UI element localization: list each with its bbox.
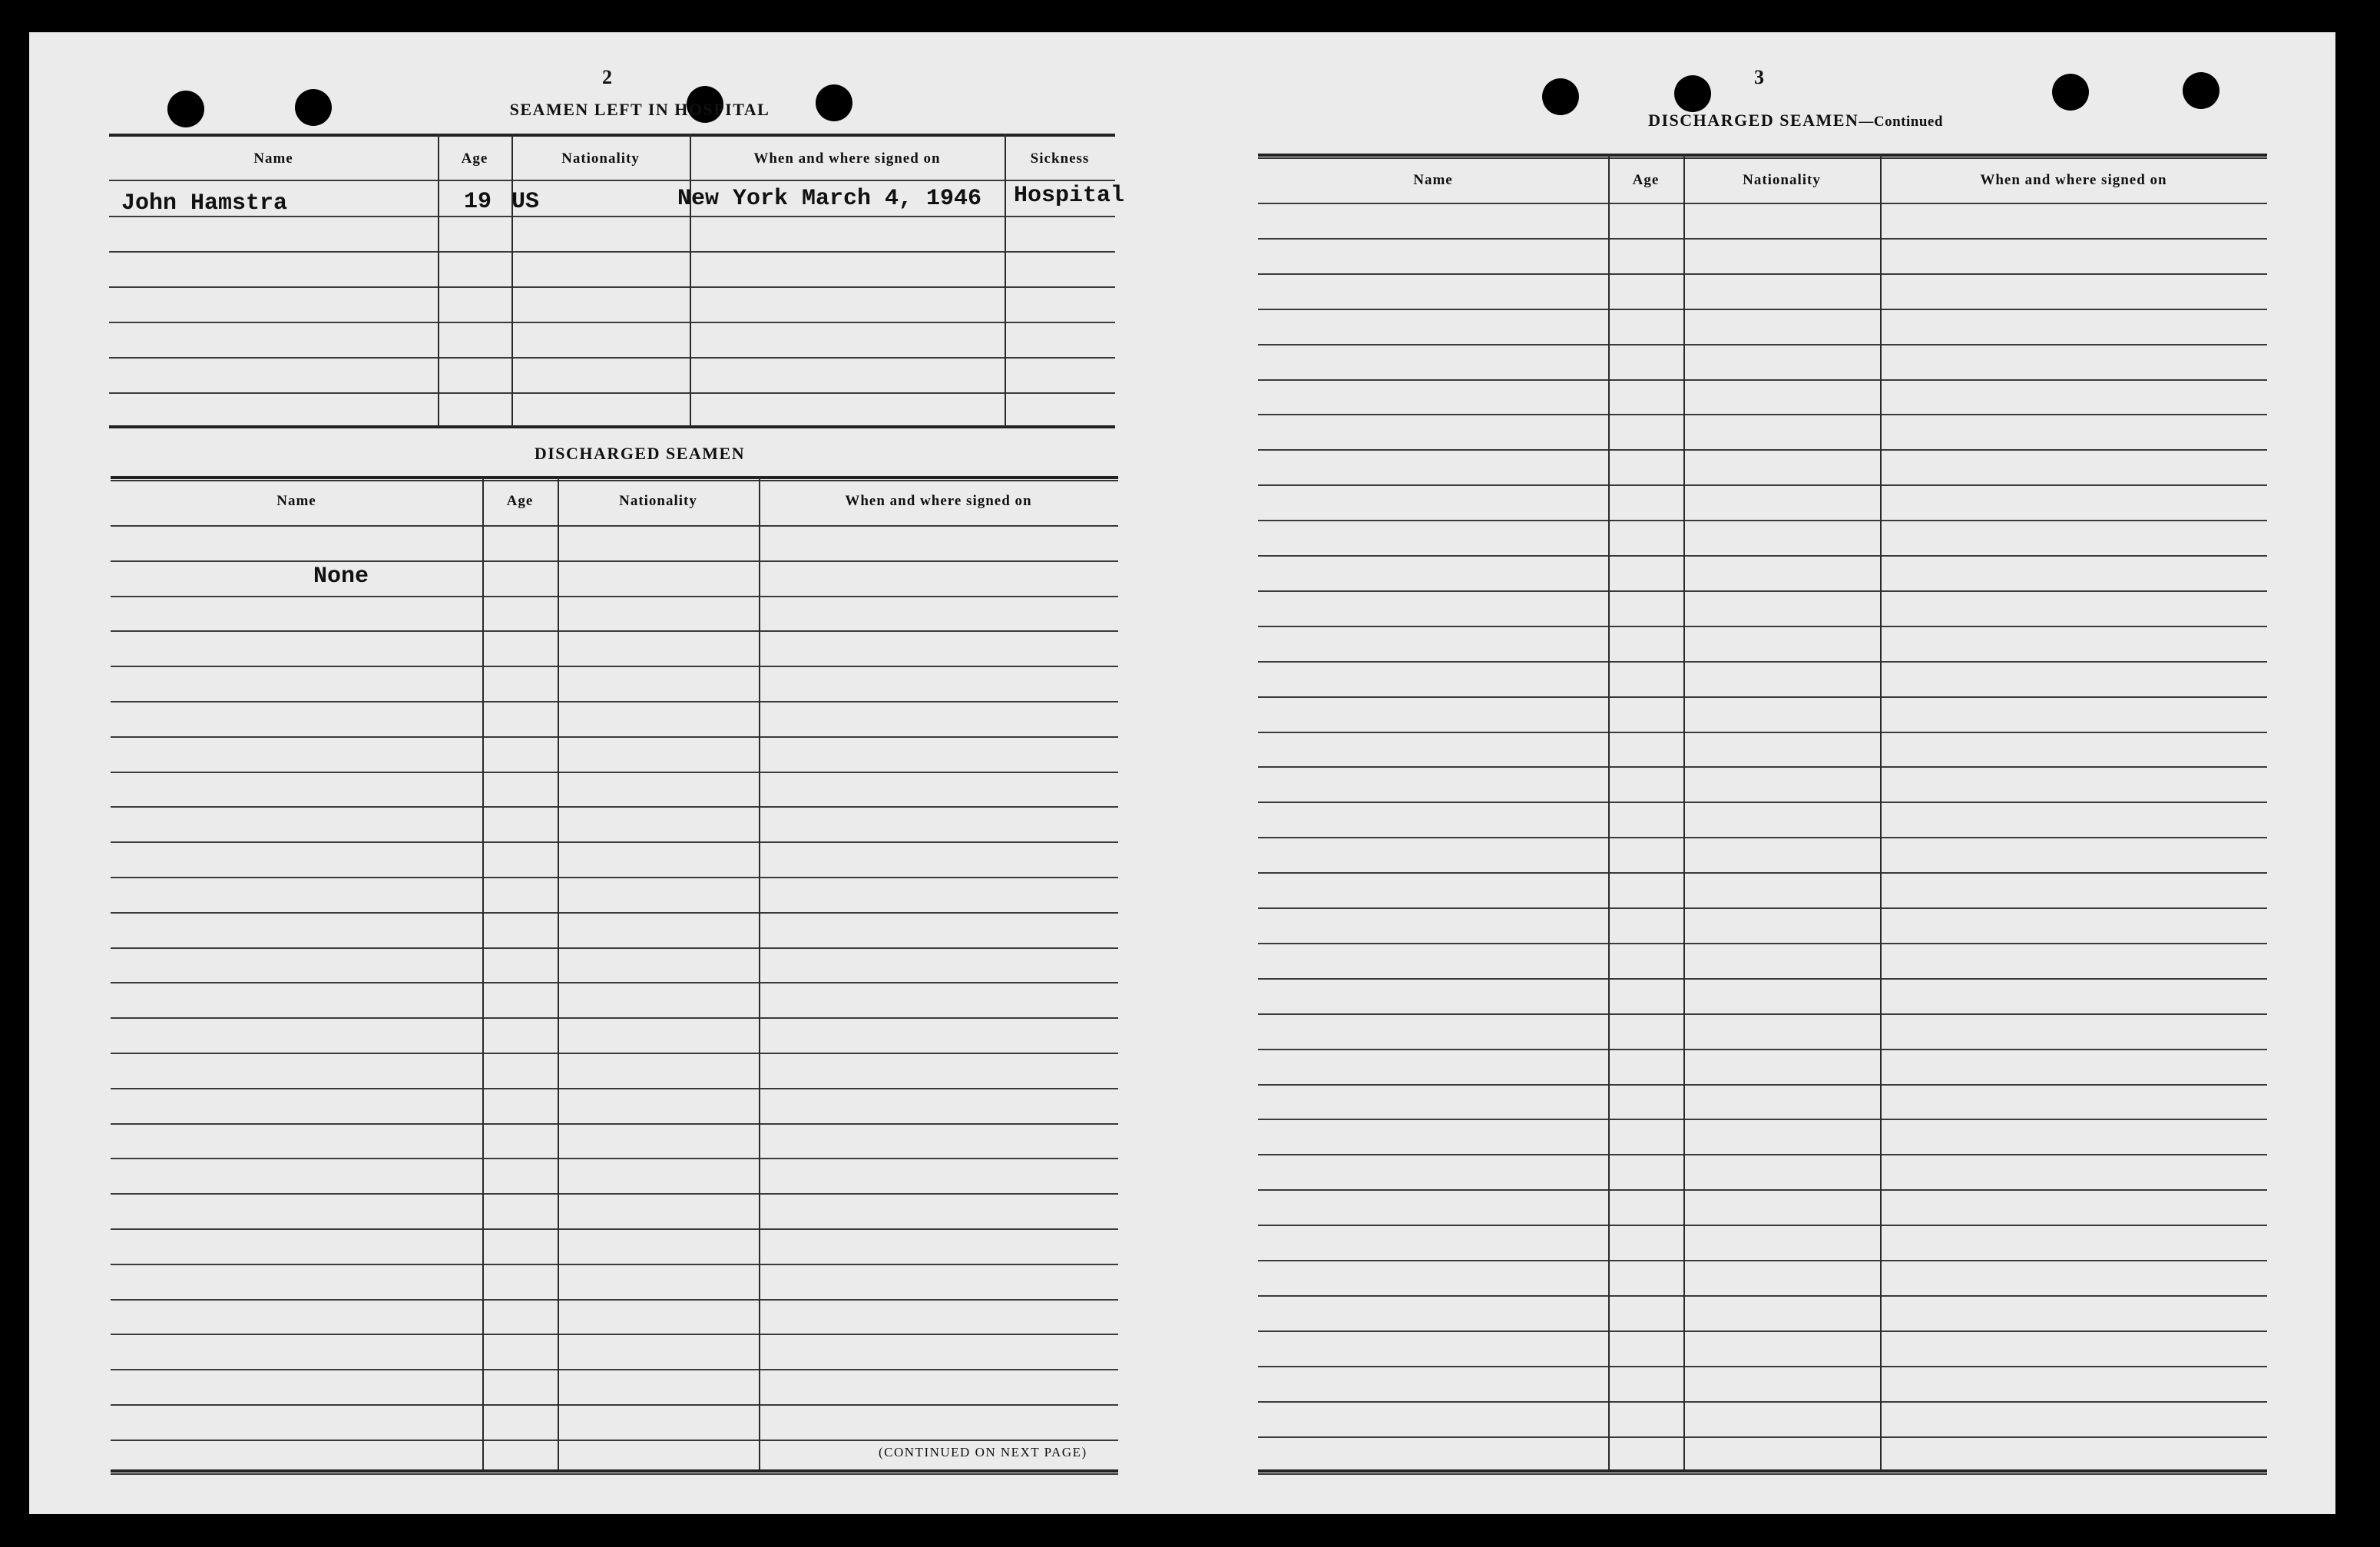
table-row-rule [1258,520,2267,521]
table-row-rule [111,947,1118,949]
seaman-nationality: US [511,189,540,215]
table-row-rule [111,1440,1118,1441]
table-row-rule [111,525,1118,527]
table-row-rule [111,701,1118,702]
col-header-nationality: Nationality [1743,172,1821,188]
seaman-sickness: Hospital [1014,183,1125,209]
continued-suffix: —Continued [1859,114,1943,130]
col-header-name: Name [276,493,316,509]
hospital-section-title: SEAMEN LEFT IN HOSPITAL [509,100,770,119]
table-row-rule [1258,1225,2267,1226]
table-row-rule [1258,1154,2267,1155]
table-row-rule [111,1299,1118,1301]
discharged-continued-title [1496,111,2095,131]
column-divider [1880,154,1882,1469]
table-row-rule [1258,1013,2267,1015]
col-header-sickness: Sickness [1030,150,1090,167]
table-row-rule [111,1158,1118,1159]
punch-hole [1674,75,1711,112]
table-row-rule [111,1017,1118,1019]
table-row-rule [111,806,1118,808]
table-row-rule [1258,696,2267,698]
seaman-age: 19 [464,189,492,215]
table-row-rule [1258,626,2267,627]
table-row-rule [1258,1189,2267,1191]
table-row-rule [1258,484,2267,486]
table-top-rule [111,476,1118,479]
table-row-rule [111,1369,1118,1370]
table-row-rule [111,1334,1118,1335]
table-row-rule [1258,837,2267,838]
table-row-rule [1258,1330,2267,1332]
discharged-section-title: DISCHARGED SEAMEN [534,444,746,463]
table-row-rule [1258,732,2267,733]
col-header-signed-on: When and where signed on [1980,172,2167,188]
col-header-age: Age [506,493,534,509]
table-row-rule [111,912,1118,914]
table-row-rule [111,560,1118,562]
table-row-rule [111,1123,1118,1125]
table-row-rule [111,1264,1118,1265]
punch-hole [1542,78,1579,115]
table-row-rule [1258,872,2267,874]
discharged-entry: None [313,564,369,590]
col-header-signed-on: When and where signed on [845,493,1032,509]
document-sheet [29,32,2335,1514]
table-row-rule [1258,1401,2267,1403]
column-divider [1683,154,1685,1469]
table-row-rule [1258,379,2267,381]
table-row-rule [111,772,1118,773]
punch-hole [2183,72,2219,109]
table-row-rule [1258,802,2267,803]
column-divider [759,476,760,1469]
table-row-rule [1258,1049,2267,1050]
col-header-nationality: Nationality [561,150,640,167]
table-row-rule [1258,238,2267,240]
table-row-rule [1258,1295,2267,1297]
table-row-rule [1258,766,2267,768]
col-header-signed-on: When and where signed on [753,150,941,167]
table-row-rule [1258,1260,2267,1261]
table-row-rule [1258,414,2267,415]
table-row-rule [1258,449,2267,451]
page-number-left: 2 [602,66,612,88]
table-row-rule [111,1228,1118,1230]
col-header-name: Name [253,150,293,167]
table-row-rule [1258,1436,2267,1438]
table-row-rule [1258,1366,2267,1367]
seaman-signed-on: New York March 4, 1946 [677,186,982,212]
table-row-rule [111,666,1118,667]
discharged-continued-table [1258,154,2267,1476]
table-bottom-rule [1258,1469,2267,1473]
table-row-rule [111,877,1118,878]
table-row-rule [111,630,1118,632]
column-divider [1608,154,1610,1469]
col-header-age: Age [461,150,488,167]
table-bottom-rule [111,1469,1118,1473]
page-number-right: 3 [1754,66,1764,88]
table-row-rule [111,736,1118,738]
column-divider [482,476,484,1469]
table-row-rule [111,1088,1118,1089]
col-header-nationality: Nationality [619,493,697,509]
col-header-age: Age [1632,172,1660,188]
seaman-name: John Hamstra [121,190,288,217]
punch-hole [295,89,332,126]
continued-note: (CONTINUED ON NEXT PAGE) [879,1445,1087,1459]
table-row-rule [1258,273,2267,275]
table-top-rule [1258,154,2267,157]
table-row-rule [1258,661,2267,663]
punch-hole [2052,74,2089,111]
table-row-rule [111,1404,1118,1406]
table-row-rule [1258,203,2267,204]
table-row-rule [1258,907,2267,909]
table-row-rule [1258,555,2267,557]
table-row-rule [1258,1119,2267,1120]
table-row-rule [1258,943,2267,944]
hospital-table [109,134,1115,464]
table-row-rule [111,1193,1118,1195]
column-divider [558,476,559,1469]
table-row-rule [1258,344,2267,345]
table-row-rule [111,982,1118,983]
table-row-rule [1258,978,2267,980]
discharged-table [111,476,1118,1476]
table-row-rule [1258,1084,2267,1086]
table-row-rule [111,841,1118,843]
col-header-name: Name [1413,172,1453,188]
table-row-rule [111,596,1118,597]
table-row-rule [1258,309,2267,310]
table-row-rule [1258,590,2267,592]
discharged-continued-title-main: DISCHARGED SEAMEN [1648,111,1859,130]
table-row-rule [111,1053,1118,1054]
punch-hole [167,91,204,127]
